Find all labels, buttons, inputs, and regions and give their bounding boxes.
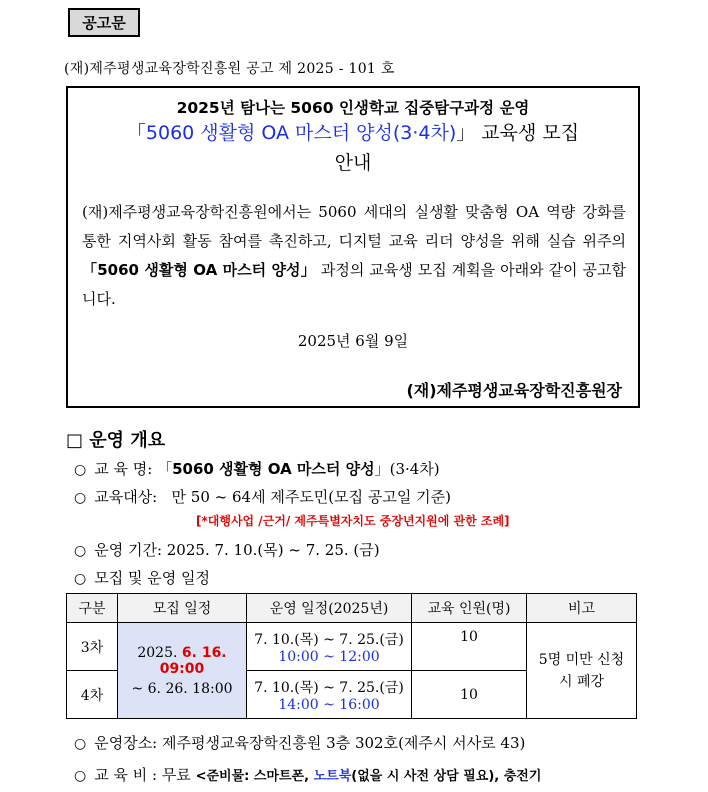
recruit-end: ~ 6. 26. 18:00 (131, 680, 233, 697)
operation-time: 10:00 ~ 12:00 (278, 648, 380, 665)
header-recruit: 모집 일정 (118, 594, 247, 623)
count-cell: 10 (412, 623, 527, 671)
fee-supplies-2: (없을 시 사전 상담 필요), 충전기 (351, 769, 542, 784)
course-round: 」(3·4차) (374, 460, 440, 478)
course-open: 「 (157, 460, 173, 478)
intro-course-name: 「5060 생활형 OA 마스터 양성」 (82, 261, 316, 279)
table-header-row (67, 594, 637, 623)
course-name-item (74, 458, 440, 479)
operation-cell (247, 623, 412, 671)
section-title-text: 운영 개요 (89, 430, 166, 451)
notice-number: (재)제주평생교육장학진흥원 공고 제 2025 - 101 호 (64, 61, 395, 77)
intro-text-1: (재)제주평생교육장학진흥원에서는 5060 세대의 실생활 맞춤형 OA 역량 강화를 통한 지역사회 활동 참여를 촉진하고, 디지털 교육 리더 양성을 위해 실습 위주의 (82, 203, 626, 250)
title-open-bracket: 「 (126, 122, 146, 144)
fee-item (74, 764, 541, 785)
notice-badge: 공고문 (68, 8, 140, 37)
bullet-icon: ○ (74, 571, 87, 587)
section-title (66, 426, 165, 452)
place-text: 운영장소: 제주평생교육장학진흥원 3층 302호(제주시 서사로 43) (94, 734, 526, 752)
bullet-icon: ○ (74, 543, 87, 559)
bullet-icon: ○ (74, 768, 87, 784)
note-cell: 5명 미만 신청 시 폐강 (527, 623, 637, 719)
round-cell: 3차 (67, 623, 118, 671)
table-row (67, 623, 637, 671)
fee-supplies-1: <준비물: 스마트폰, (195, 769, 314, 784)
recruit-prefix: 2025. (137, 644, 182, 661)
recruit-period-cell (118, 623, 247, 719)
operation-time: 14:00 ~ 16:00 (278, 696, 380, 713)
period-text: 운영 기간: 2025. 7. 10.(목) ~ 7. 25. (금) (94, 541, 380, 559)
course-name: 5060 생활형 OA 마스터 양성 (172, 460, 375, 478)
fee-label: 교 육 비 : 무료 (94, 766, 196, 784)
title-course-name: 5060 생활형 OA 마스터 양성(3·4차) (145, 122, 457, 144)
round-cell: 4차 (67, 671, 118, 719)
bullet-icon: ○ (74, 736, 87, 752)
count-cell: 10 (412, 671, 527, 719)
schedule-table (66, 593, 637, 719)
bullet-icon: ○ (74, 462, 87, 478)
title-line2 (66, 118, 640, 145)
legal-note: [*대행사업 /근거/ 제주특별자치도 중장년지원에 관한 조례] (196, 514, 510, 528)
period-item (74, 539, 380, 560)
bullet-icon: ○ (74, 490, 87, 506)
header-note: 비고 (527, 594, 637, 623)
schedule-label: 모집 및 운영 일정 (94, 569, 210, 587)
header-operation: 운영 일정(2025년) (247, 594, 412, 623)
operation-dates: 7. 10.(목) ~ 7. 25.(금) (254, 631, 404, 648)
header-count: 교육 인원(명) (412, 594, 527, 623)
operation-cell (247, 671, 412, 719)
notice-date: 2025년 6월 9일 (297, 332, 409, 350)
schedule-item (74, 567, 210, 588)
target-label: 교육대상: (94, 488, 158, 506)
title-line3: 안내 (334, 152, 372, 174)
target-item (74, 486, 451, 507)
operation-dates: 7. 10.(목) ~ 7. 25.(금) (254, 679, 404, 696)
target-value: 만 50 ~ 64세 제주도민(모집 공고일 기준) (171, 488, 451, 506)
title-line1: 2025년 탐나는 5060 인생학교 집중탐구과정 운영 (176, 99, 530, 117)
title-recruit-text: 」 교육생 모집 (456, 122, 580, 144)
intro-text-2: 과정의 교육생 모집 계획을 아래와 같이 공고합니다. (82, 261, 626, 308)
header-round: 구분 (67, 594, 118, 623)
section-marker: □ (66, 430, 84, 451)
place-item (74, 732, 525, 753)
course-label: 교 육 명: (94, 460, 158, 478)
fee-laptop: 노트북 (313, 769, 352, 784)
signer: (재)제주평생교육장학진흥원장 (406, 381, 622, 400)
recruit-start: 6. 16. 09:00 (159, 644, 227, 677)
intro-paragraph (82, 198, 626, 314)
